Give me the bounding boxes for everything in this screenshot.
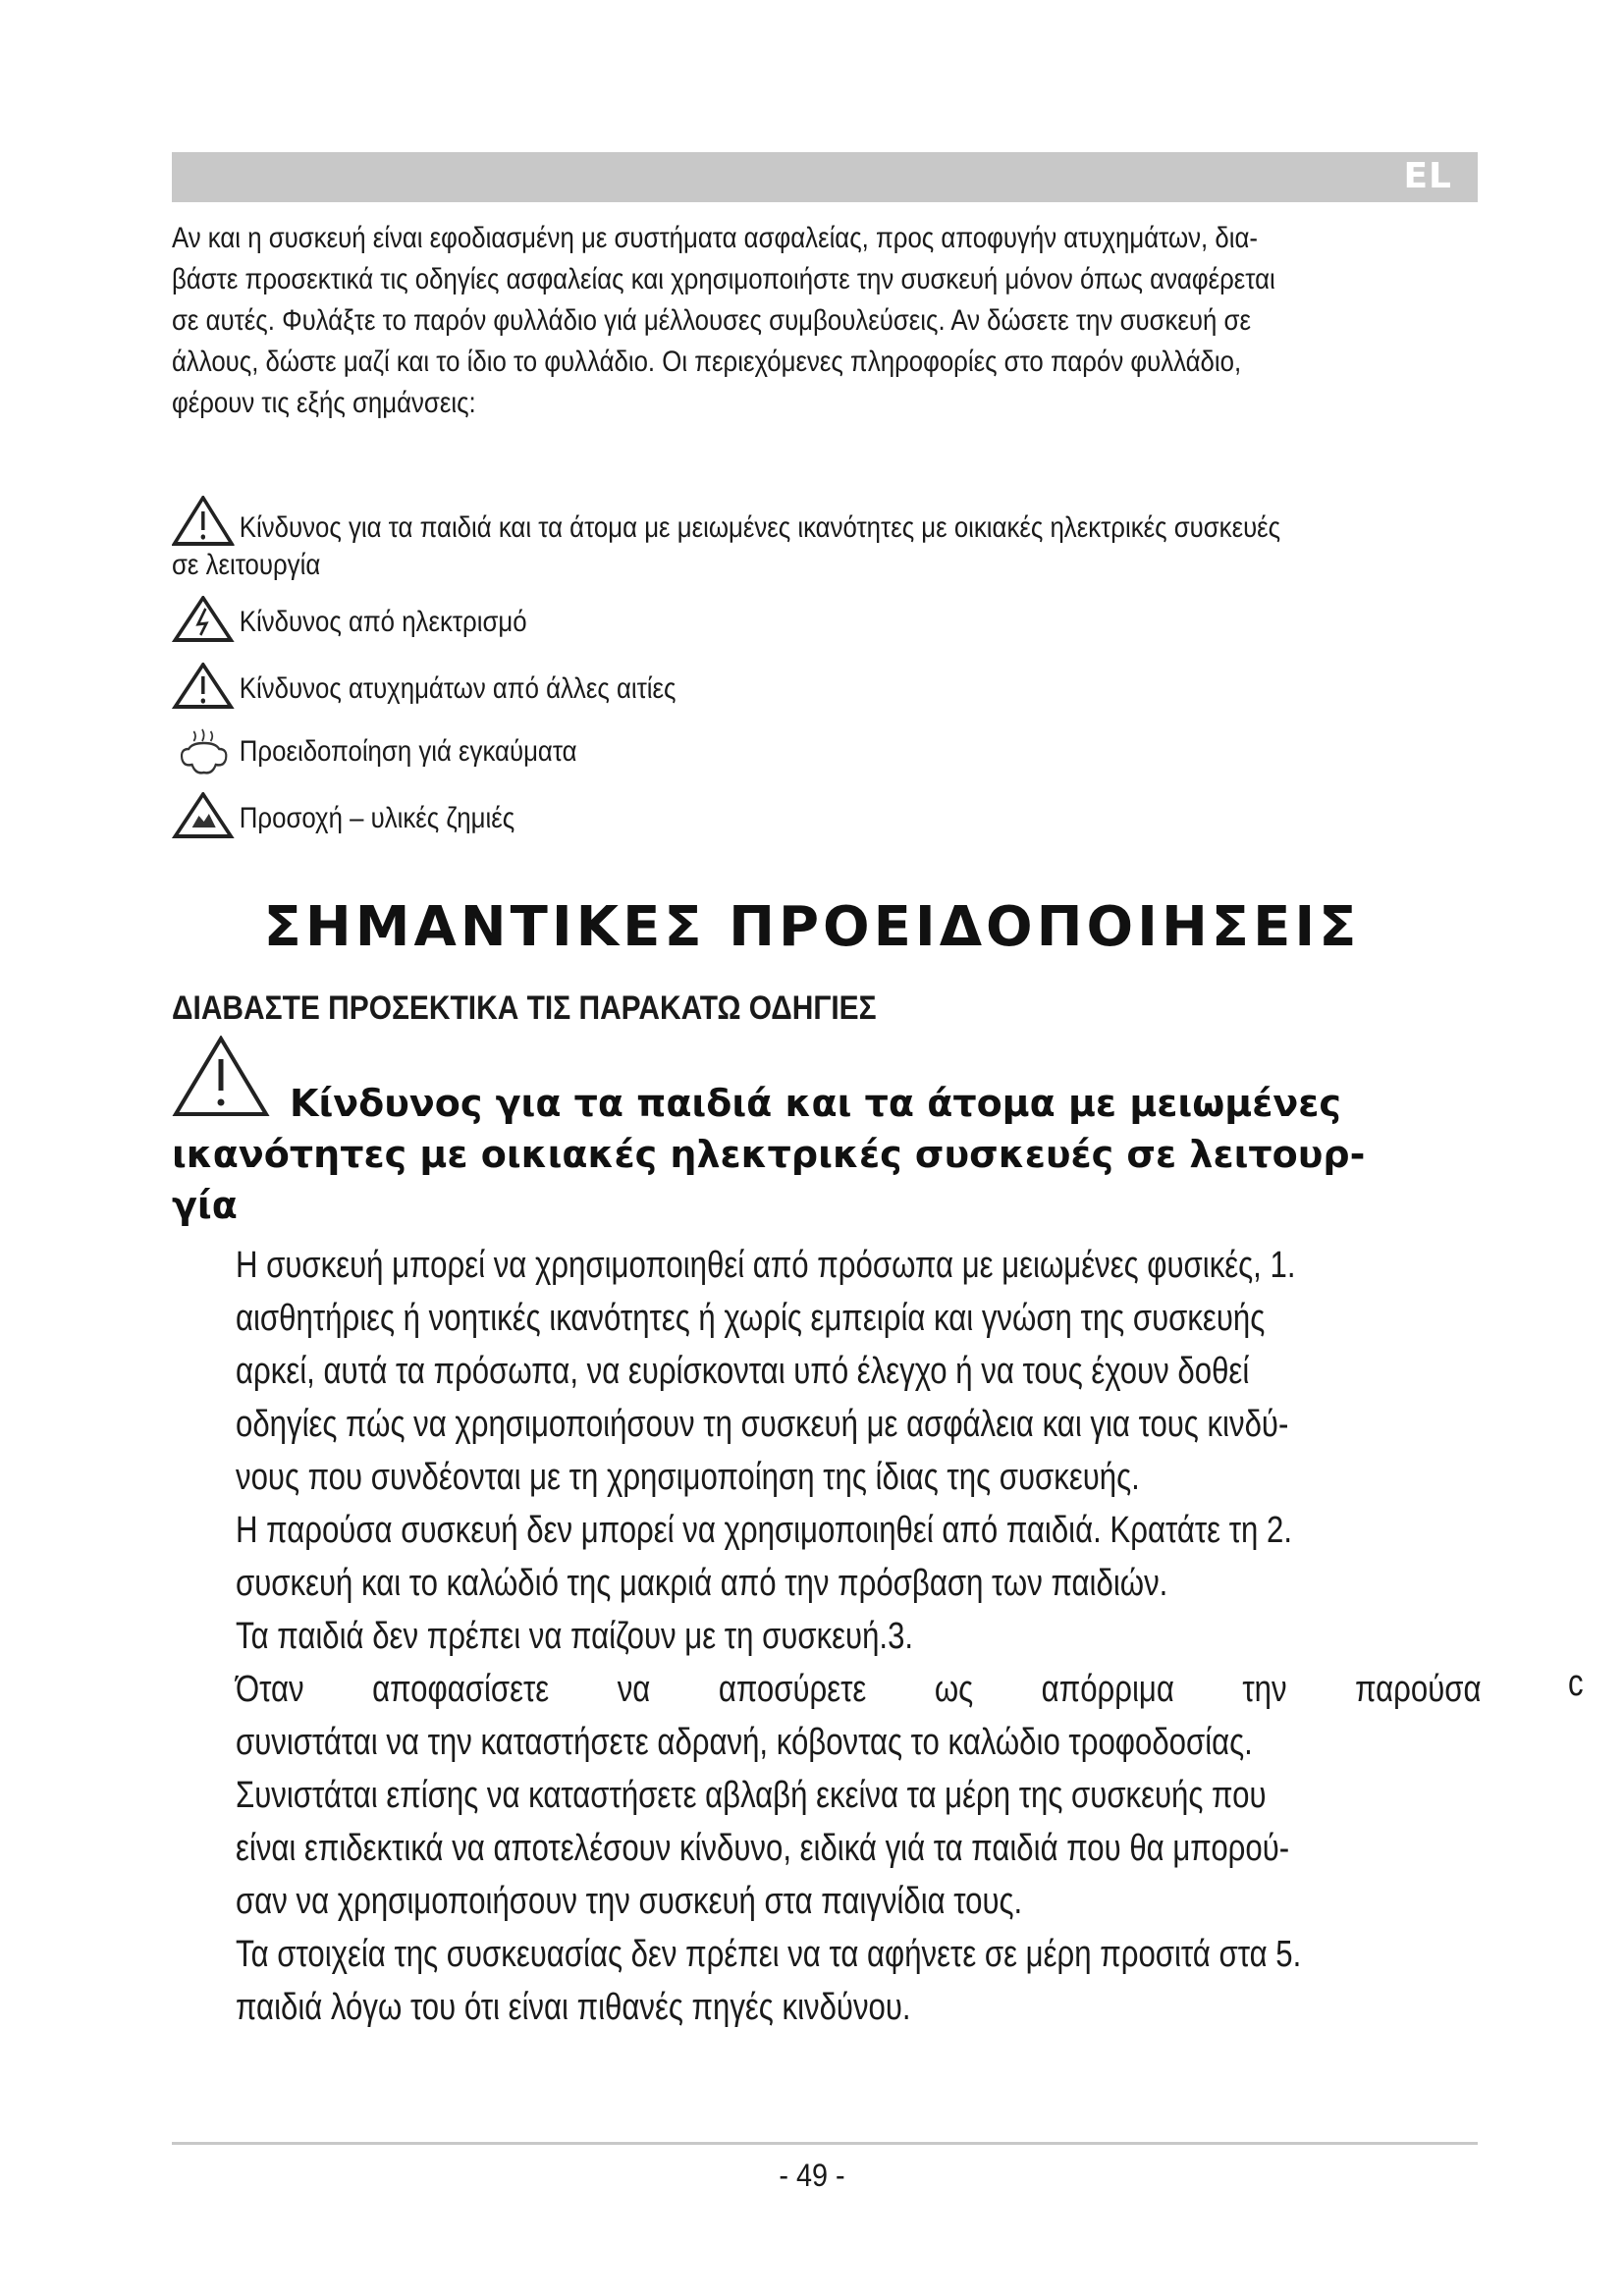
electric-hazard-icon (172, 596, 235, 651)
word: παρούσα (1355, 1669, 1482, 1710)
stray-character: c (1568, 1663, 1584, 1704)
section-heading-line: ικανότητες με οικιακές ηλεκτρικές συσκευές σε λειτουρ- (172, 1133, 1366, 1176)
page-number: - 49 - (779, 2158, 845, 2193)
body-line: είναι επιδεκτικά να αποτελέσουν κίνδυνο, ειδικά γιά τα παιδιά που θα μπορού- (236, 1828, 1290, 1869)
body-line: Τα στοιχεία της συσκευασίας δεν πρέπει να τα αφήνετε σε μέρη προσιτά στα 5. (236, 1934, 1302, 1975)
body-line: σαν να χρησιμοποιήσουν την συσκευή στα παιγνίδια τους. (236, 1881, 1023, 1922)
language-header-bar (172, 152, 1478, 202)
body-line: συσκευή και το καλώδιό της μακριά από την πρόσβαση των παιδιών. (236, 1563, 1168, 1604)
intro-paragraph (172, 218, 1489, 424)
section-body (236, 1239, 1624, 2034)
intro-line: βάστε προσεκτικά τις οδηγίες ασφαλείας και χρησιμοποιήστε την συσκευή μόνον όπως αναφέρεται (172, 263, 1275, 295)
warning-triangle-icon (172, 663, 235, 718)
intro-line: σε αυτές. Φυλάξτε το παρόν φυλλάδιο γιά μέλλουσες συμβουλεύσεις. Αν δώσετε την συσκευή σε (172, 304, 1251, 337)
section-subtitle: ΔΙΑΒΑΣΤΕ ΠΡΟΣΕΚΤΙΚΑ ΤΙΣ ΠΑΡΑΚΑΤΩ ΟΔΗΓΙΕΣ (172, 989, 877, 1027)
body-line: Συνιστάται επίσης να καταστήσετε αβλαβή εκείνα τα μέρη της συσκευής που (236, 1775, 1267, 1816)
body-line: παιδιά λόγω του ότι είναι πιθανές πηγές κινδύνου. (236, 1987, 911, 2028)
warning-triangle-icon (172, 496, 235, 555)
word: Όταν (236, 1669, 304, 1710)
body-line: αισθητήριες ή νοητικές ικανότητες ή χωρίς εμπειρία και γνώση της συσκευής (236, 1298, 1266, 1339)
section-heading-line: Κίνδυνος για τα παιδιά και τα άτομα με μειωμένες (290, 1082, 1341, 1125)
body-line: αρκεί, αυτά τα πρόσωπα, να ευρίσκονται υπό έλεγχο ή να τους έχουν δοθεί (236, 1351, 1250, 1392)
body-line: νους που συνδέονται με τη χρησιμοποίηση της ίδιας της συσκευής. (236, 1457, 1140, 1498)
body-line: οδηγίες πώς να χρησιμοποιήσουν τη συσκευή με ασφάλεια και για τους κινδύ- (236, 1404, 1289, 1445)
body-line: Η παρούσα συσκευή δεν μπορεί να χρησιμοποιηθεί από παιδιά. Κρατάτε τη 2. (236, 1510, 1292, 1551)
section-heading (172, 1078, 1488, 1231)
body-line: Η συσκευή μπορεί να χρησιμοποιηθεί από πρόσωπα με μειωμένες φυσικές, 1. (236, 1245, 1296, 1286)
language-code: EL (1403, 156, 1452, 196)
hot-surface-icon (177, 725, 229, 784)
section-heading-line: γία (172, 1184, 238, 1227)
intro-line: άλλους, δώστε μαζί και το ίδιο το φυλλάδιο. Οι περιεχόμενες πληροφορίες στο παρόν φυλλάδιο, (172, 346, 1242, 378)
word: απόρριμα (1041, 1669, 1174, 1710)
footer-divider (172, 2142, 1478, 2145)
body-line-justified (236, 1663, 1482, 1716)
page-title: ΣΗΜΑΝΤΙΚΕΣ ΠΡΟΕΙΔΟΠΟΙΗΣΕΙΣ (263, 895, 1361, 959)
word: αποσύρετε (718, 1669, 867, 1710)
damage-warning-icon (172, 792, 235, 847)
intro-line: φέρουν τις εξής σημάνσεις: (172, 387, 476, 419)
body-line: συνιστάται να την καταστήσετε αδρανή, κόβοντας το καλώδιο τροφοδοσίας. (236, 1722, 1253, 1763)
word: την (1242, 1669, 1287, 1710)
body-line: Τα παιδιά δεν πρέπει να παίζουν με τη συσκευή.3. (236, 1616, 914, 1657)
word: να (617, 1669, 651, 1710)
word: ως (934, 1669, 974, 1710)
word: αποφασίσετε (372, 1669, 550, 1710)
intro-line: Αν και η συσκευή είναι εφοδιασμένη με συστήματα ασφαλείας, προς αποφυγήν ατυχημάτων, δια- (172, 222, 1258, 254)
